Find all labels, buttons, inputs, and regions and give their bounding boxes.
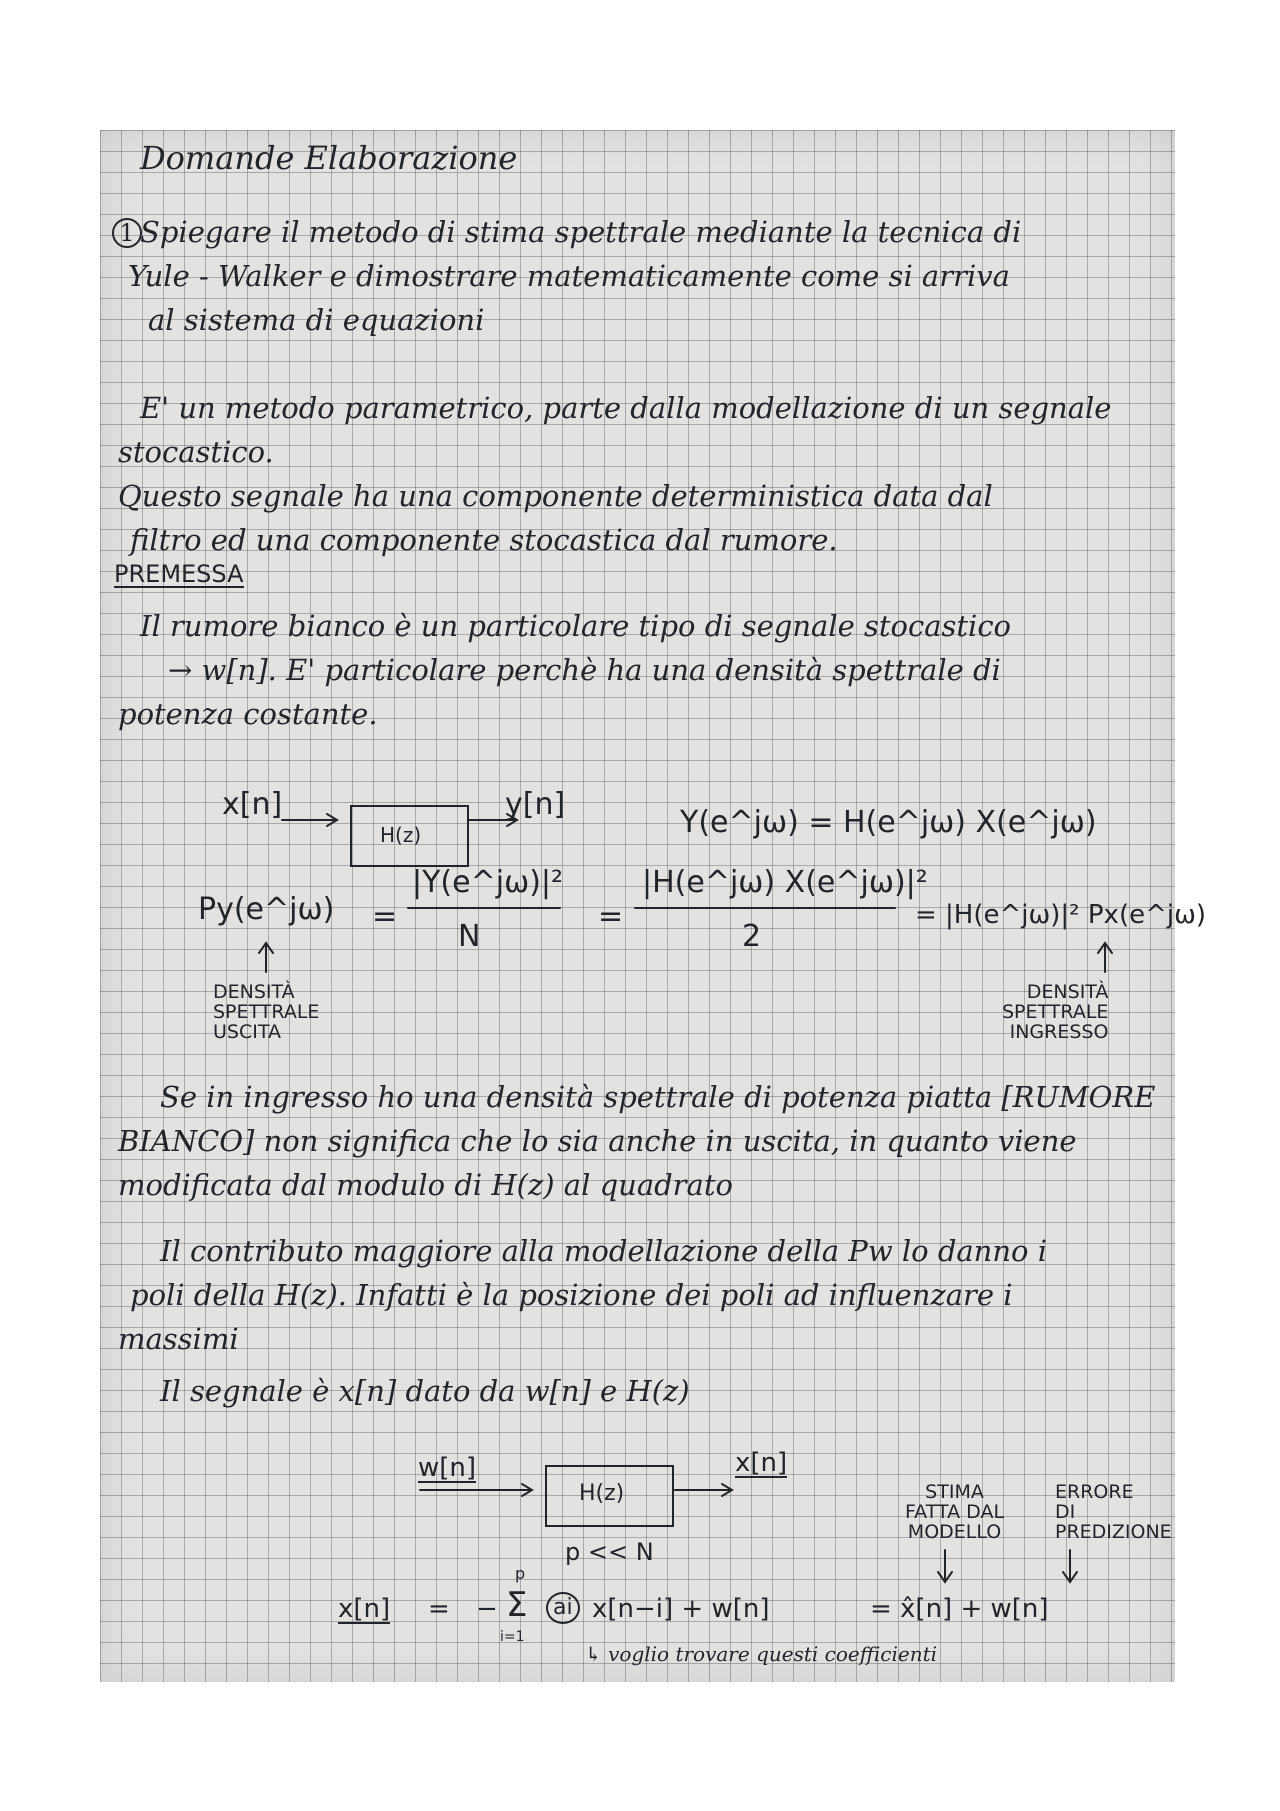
diagram1-frac1-num: |Y(e^jω)|² — [412, 865, 564, 900]
diagram1-frac1-den: N — [458, 919, 481, 954]
premessa-line-2: → w[n]. E' particolare perchè ha una densità spettrale di — [168, 653, 1001, 687]
diagram1-frac2-den: 2 — [742, 919, 762, 954]
sum-symbol-icon: Σ — [506, 1585, 528, 1625]
poles-line-1: Il contributo maggiore alla modellazione della Pw lo danno i — [160, 1234, 1047, 1268]
diagram1-main-equation: Y(e^jω) = H(e^jω) X(e^jω) — [680, 805, 1097, 840]
para-line-3: modificata dal modulo di H(z) al quadrato — [118, 1168, 733, 1202]
diagram1-frac2-num: |H(e^jω) X(e^jω)|² — [642, 865, 928, 900]
poles-line-3: massimi — [118, 1322, 239, 1356]
diagram2-note: ↳ voglio trovare questi coefficienti — [585, 1642, 938, 1666]
diagram1-result: = |H(e^jω)|² Px(e^jω) — [915, 900, 1207, 930]
intro-line-2: stocastico. — [118, 435, 274, 469]
premessa-line-3: potenza costante. — [118, 697, 378, 731]
diagram1-eq1: = — [372, 899, 398, 934]
question-number: 1 — [112, 218, 142, 248]
intro-line-1: E' un metodo parametrico, parte dalla modellazione di un segnale — [140, 391, 1112, 425]
diagram1-py: Py(e^jω) — [198, 892, 335, 927]
diagram2-sum-top: p — [515, 1564, 526, 1583]
page-title: Domande Elaborazione — [140, 139, 518, 177]
intro-line-3: Questo segnale ha una componente deterministica data dal — [118, 479, 993, 513]
diagram2-eq-rhs: = x̂[n] + w[n] — [870, 1594, 1049, 1624]
signal-line: Il segnale è x[n] dato da w[n] e H(z) — [160, 1374, 690, 1408]
diagram1-input: x[n] — [222, 787, 283, 822]
diagram1-label-input: DENSITÀ SPETTRALE INGRESSO — [1002, 981, 1109, 1043]
diagram2-below-block: p << N — [565, 1538, 654, 1566]
question-line-3: al sistema di equazioni — [148, 303, 485, 337]
intro-line-4: filtro ed una componente stocastica dal rumore. — [130, 523, 838, 557]
diagram1-label-output: DENSITÀ SPETTRALE USCITA — [213, 981, 320, 1043]
para-line-1: Se in ingresso ho una densità spettrale di potenza piatta [RUMORE — [160, 1080, 1156, 1114]
diagram2-input: w[n] — [418, 1453, 477, 1483]
diagram2-eq-equals: = — [428, 1594, 450, 1624]
diagram1-eq2: = — [598, 899, 624, 934]
premessa-line-1: Il rumore bianco è un particolare tipo di segnale stocastico — [140, 609, 1012, 643]
question-line-1: Spiegare il metodo di stima spettrale mediante la tecnica di — [140, 215, 1022, 249]
diagram2-label-error: ERRORE DI PREDIZIONE — [1055, 1481, 1172, 1543]
para-line-2: BIANCO] non significa che lo sia anche in uscita, in quanto viene — [118, 1124, 1077, 1158]
diagram2-coef: ai — [546, 1592, 580, 1624]
diagram1-output: y[n] — [505, 787, 566, 822]
question-line-2: Yule - Walker e dimostrare matematicamente come si arriva — [128, 259, 1010, 293]
diagram2-block-label: H(z) — [579, 1481, 625, 1506]
diagram2-eq-minus: − — [476, 1594, 498, 1624]
poles-line-2: poli della H(z). Infatti è la posizione dei poli ad influenzare i — [130, 1278, 1013, 1312]
diagram1-block-label: H(z) — [380, 823, 422, 847]
diagram2-label-estimate: STIMA FATTA DAL MODELLO — [905, 1481, 1005, 1543]
diagram2-output: x[n] — [735, 1448, 788, 1478]
diagram1-block — [350, 805, 469, 867]
diagram2-eq-lhs: x[n] — [338, 1594, 391, 1624]
diagram2-sum-bottom: i=1 — [500, 1629, 525, 1645]
premessa-heading: PREMESSA — [114, 560, 244, 588]
diagram2-block — [545, 1465, 674, 1527]
diagram2-eq-term: x[n−i] + w[n] — [592, 1594, 770, 1624]
